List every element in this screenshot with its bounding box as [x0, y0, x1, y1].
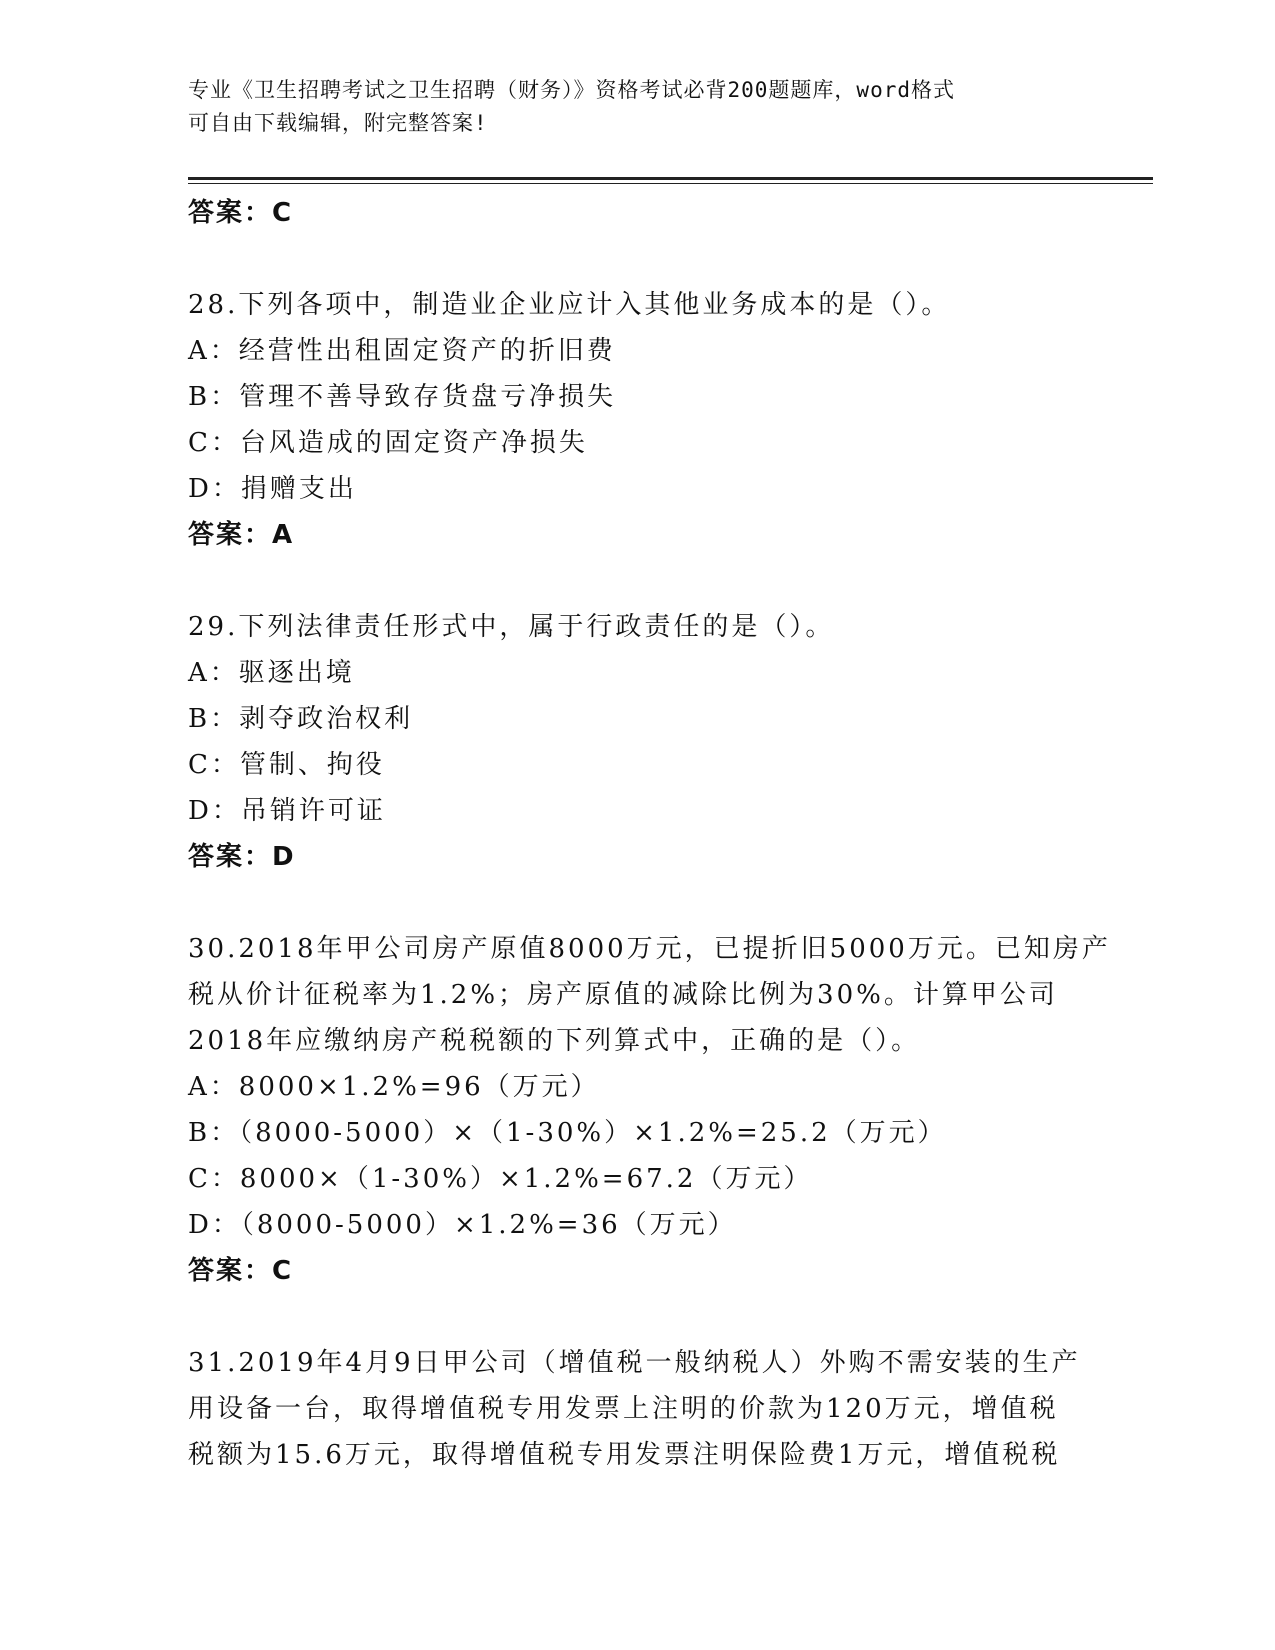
question-stem-line: 31.2019年4月9日甲公司（增值税一般纳税人）外购不需安装的生产: [188, 1348, 1081, 1378]
question-30: [188, 926, 1111, 1294]
question-stem-line: 用设备一台，取得增值税专用发票上注明的价款为120万元，增值税: [188, 1394, 1059, 1424]
option-b: B：管理不善导致存货盘亏净损失: [188, 382, 617, 412]
spacer: [188, 1294, 1088, 1340]
spacer: [188, 880, 1088, 926]
document-header: [188, 74, 1088, 140]
option-c: C：管制、拘役: [188, 750, 385, 780]
question-29: [188, 604, 1088, 880]
option-d: D：捐赠支出: [188, 474, 357, 504]
option-d: D：（8000-5000）×1.2%=36（万元）: [188, 1210, 737, 1240]
header-line-2: 可自由下载编辑，附完整答案!: [188, 111, 488, 135]
question-list: [188, 190, 1111, 1478]
question-stem-line: 税从价计征税率为1.2%；房产原值的减除比例为30%。计算甲公司: [188, 980, 1058, 1010]
answer: 答案：D: [188, 842, 296, 872]
question-28: [188, 282, 1088, 558]
option-c: C：8000×（1-30%）×1.2%=67.2（万元）: [188, 1164, 813, 1194]
option-a: A：驱逐出境: [188, 658, 355, 688]
question-stem-line: 税额为15.6万元，取得增值税专用发票注明保险费1万元，增值税税: [188, 1440, 1061, 1470]
question-stem-line: 2018年应缴纳房产税税额的下列算式中，正确的是（）。: [188, 1026, 921, 1056]
option-c: C：台风造成的固定资产净损失: [188, 428, 588, 458]
spacer: [188, 236, 1088, 282]
question-stem-line: 30.2018年甲公司房产原值8000万元，已提折旧5000万元。已知房产: [188, 934, 1111, 964]
header-line-1: 专业《卫生招聘考试之卫生招聘（财务）》资格考试必背200题题库，word格式: [188, 78, 955, 102]
option-a: A：经营性出租固定资产的折旧费: [188, 336, 616, 366]
option-a: A：8000×1.2%=96（万元）: [188, 1072, 600, 1102]
option-d: D：吊销许可证: [188, 796, 386, 826]
option-b: B：剥夺政治权利: [188, 704, 414, 734]
option-b: B：（8000-5000）×（1-30%）×1.2%=25.2（万元）: [188, 1118, 947, 1148]
spacer: [188, 558, 1088, 604]
question-stem-line: 29.下列法律责任形式中，属于行政责任的是（）。: [188, 612, 835, 642]
header-rule-thin: [188, 183, 1153, 184]
question-stem-line: 28.下列各项中，制造业企业应计入其他业务成本的是（）。: [188, 290, 951, 320]
answer: 答案：A: [188, 520, 295, 550]
previous-answer: 答案：C: [188, 198, 294, 228]
question-31: [188, 1340, 1088, 1478]
answer: 答案：C: [188, 1256, 294, 1286]
header-rule-thick: [188, 177, 1153, 180]
